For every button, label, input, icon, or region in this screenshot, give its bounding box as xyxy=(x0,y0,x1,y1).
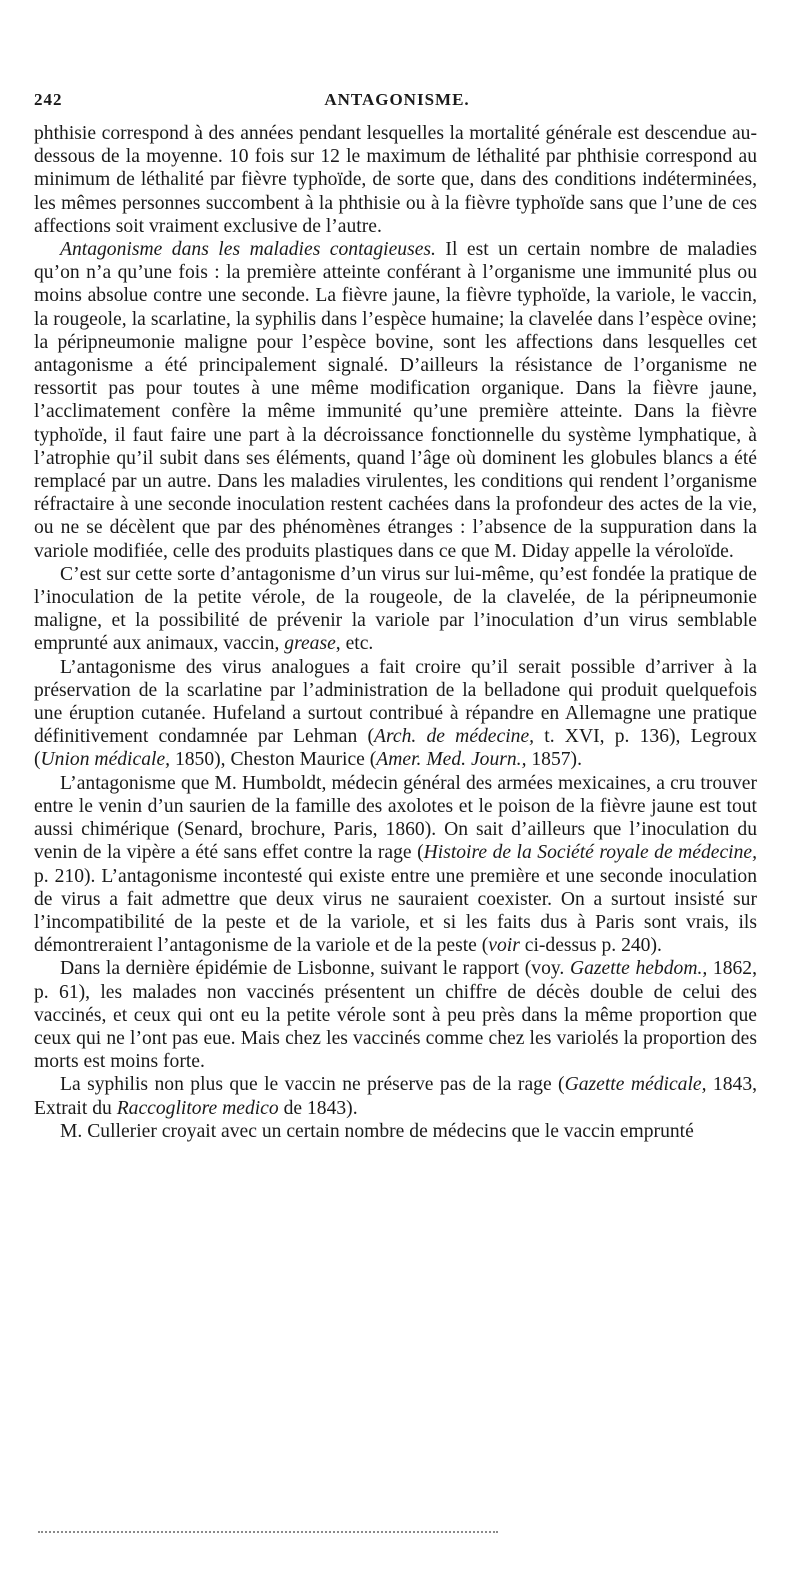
paragraph-6 xyxy=(34,957,757,1073)
footer-dotted-rule xyxy=(38,1531,498,1535)
paragraph-2-text: Il est un certain nombre de maladies qu’on n’a qu’une fois : la première atteinte conférant à l’organisme une immunité plus ou moins absolue contre une seconde. La fièvre jaune, la fièvre typhoïde, la variole, le vaccin, la rougeole, la scarlatine, la syphilis dans l’espèce humaine; la clavelée dans l’espèce ovine; la péripneumonie maligne pour l’espèce bovine, sont les affections dans lesquelles cet antagonisme a été principalement signalé. D’ailleurs la résistance de l’organisme ne ressortit pas pour toutes à une même modification organique. Dans la fièvre jaune, l’acclimatement confère la même immunité qu’une première atteinte. Dans la fièvre typhoïde, il faut faire une part à la décroissance fonctionnelle du système lymphatique, à l’atrophie qu’il subit dans ses éléments, quand l’âge où dominent les globules blancs a été remplacé par un autre. Dans les maladies virulentes, les conditions qui rendent l’organisme réfractaire à une seconde inoculation restent cachées dans la profondeur des actes de la vie, ou ne se décèlent que par des phénomènes étranges : l’absence de la suppuration dans la variole modifiée, celle des produits plastiques dans ce que M. Diday appelle la véroloïde. xyxy=(34,239,757,562)
paragraph-4-text-2: t. XVI, p. 136), Legroux ( xyxy=(34,726,757,771)
section-heading: Antagonisme dans les maladies contagieuses. xyxy=(60,239,436,261)
citation-arch-medecine: Arch. de médecine, xyxy=(374,726,535,748)
citation-raccoglitore: Raccoglitore medico xyxy=(116,1097,279,1119)
paragraph-8: M. Cullerier croyait avec un certain nombre de médecins que le vaccin emprunté xyxy=(60,1120,694,1142)
paragraph-5 xyxy=(34,772,757,958)
paragraph-4-text-3: 1850), Cheston Maurice ( xyxy=(170,749,377,771)
body-text xyxy=(34,122,757,1143)
paragraph-5-text-3: ci-dessus p. 240). xyxy=(519,935,662,957)
paragraph-6-text-1: Dans la dernière épidémie de Lisbonne, suivant le rapport (voy. xyxy=(60,958,570,980)
paragraph-7 xyxy=(34,1073,757,1119)
paragraph-3-text-2: , etc. xyxy=(335,633,374,655)
citation-union-medicale: Union médicale, xyxy=(40,749,171,771)
paragraph-6-text-2: 1862, p. 61), les malades non vaccinés présentent un chiffre de décès double de celui des vaccinés, et ceux qui ont eu la petite vérole sont à peu près dans la même proportion que ceux qui ne l’ont pas eue. Mais chez les vaccinés comme chez les variolés la proportion des morts est moins forte. xyxy=(34,958,758,1073)
paragraph-3-text-1: C’est sur cette sorte d’antagonisme d’un virus sur lui-même, qu’est fondée la pratique de l’inoculation de la petite vérole, de la rougeole, de la clavelée, de la péripneumonie maligne, et la possibilité de prévenir la variole par l’inoculation d’un virus semblable emprunté aux animaux, vaccin, xyxy=(34,563,757,655)
paragraph-7-text-1: La syphilis non plus que le vaccin ne préserve pas de la rage ( xyxy=(60,1074,565,1096)
running-head: ANTAGONISME. xyxy=(324,90,470,109)
paragraph-4 xyxy=(34,656,757,772)
paragraph-3-italic: grease xyxy=(284,633,336,655)
paragraph-7-text-2: 1843, Extrait du xyxy=(34,1074,758,1119)
paragraph-1: phthisie correspond à des années pendant lesquelles la mortalité générale est descendue au-dessous de la moyenne. 10 fois sur 12 le maximum de léthalité par phthisie correspond au minimum de léthalité par fièvre typhoïde, de sorte que, dans des conditions indéterminées, les mêmes personnes succombent à la phthisie ou à la fièvre typhoïde sans que l’une de ces affections soit vraiment exclusive de l’autre. xyxy=(34,123,757,237)
page-header xyxy=(34,90,760,112)
citation-gazette-medicale: Gazette médicale, xyxy=(564,1074,707,1096)
citation-gazette-hebdom: Gazette hebdom., xyxy=(569,958,708,980)
paragraph-5-italic-voir: voir xyxy=(488,935,520,957)
paragraph-7-text-3: de 1843). xyxy=(278,1097,358,1119)
paragraph-4-text-4: 1857). xyxy=(526,749,582,771)
citation-histoire-societe: Histoire de la Société royale de médecine, xyxy=(423,842,757,864)
paragraph-2 xyxy=(34,238,757,563)
citation-amer-med-journ: Amer. Med. Journ., xyxy=(376,749,527,771)
paragraph-3 xyxy=(34,563,757,656)
page-number: 242 xyxy=(34,90,63,109)
paragraph-5-text-1: L’antagonisme que M. Humboldt, médecin général des armées mexicaines, a cru trouver entre le venin d’un saurien de la famille des axolotes et le poison de la fièvre jaune est tout aussi chimérique (Senard, brochure, Paris, 1860). On sait d’ailleurs que l’inoculation du venin de la vipère a été sans effet contre la rage ( xyxy=(34,772,757,864)
paragraph-5-text-2: p. 210). L’antagonisme incontesté qui existe entre une première et une seconde inoculation de virus a fait admettre que deux virus ne sauraient coexister. On a surtout insisté sur l’incompatibilité de la peste et de la variole, et si les faits dus à Paris sont vrais, ils démontreraient l’antagonisme de la variole et de la peste ( xyxy=(34,865,757,957)
paragraph-4-text-1: L’antagonisme des virus analogues a fait croire qu’il serait possible d’arriver à la préservation de la scarlatine par l’administration de la belladone qui produit quelquefois une éruption cutanée. Hufeland a surtout contribué à répandre en Allemagne une pratique définitivement condamnée par Lehman ( xyxy=(34,656,757,748)
